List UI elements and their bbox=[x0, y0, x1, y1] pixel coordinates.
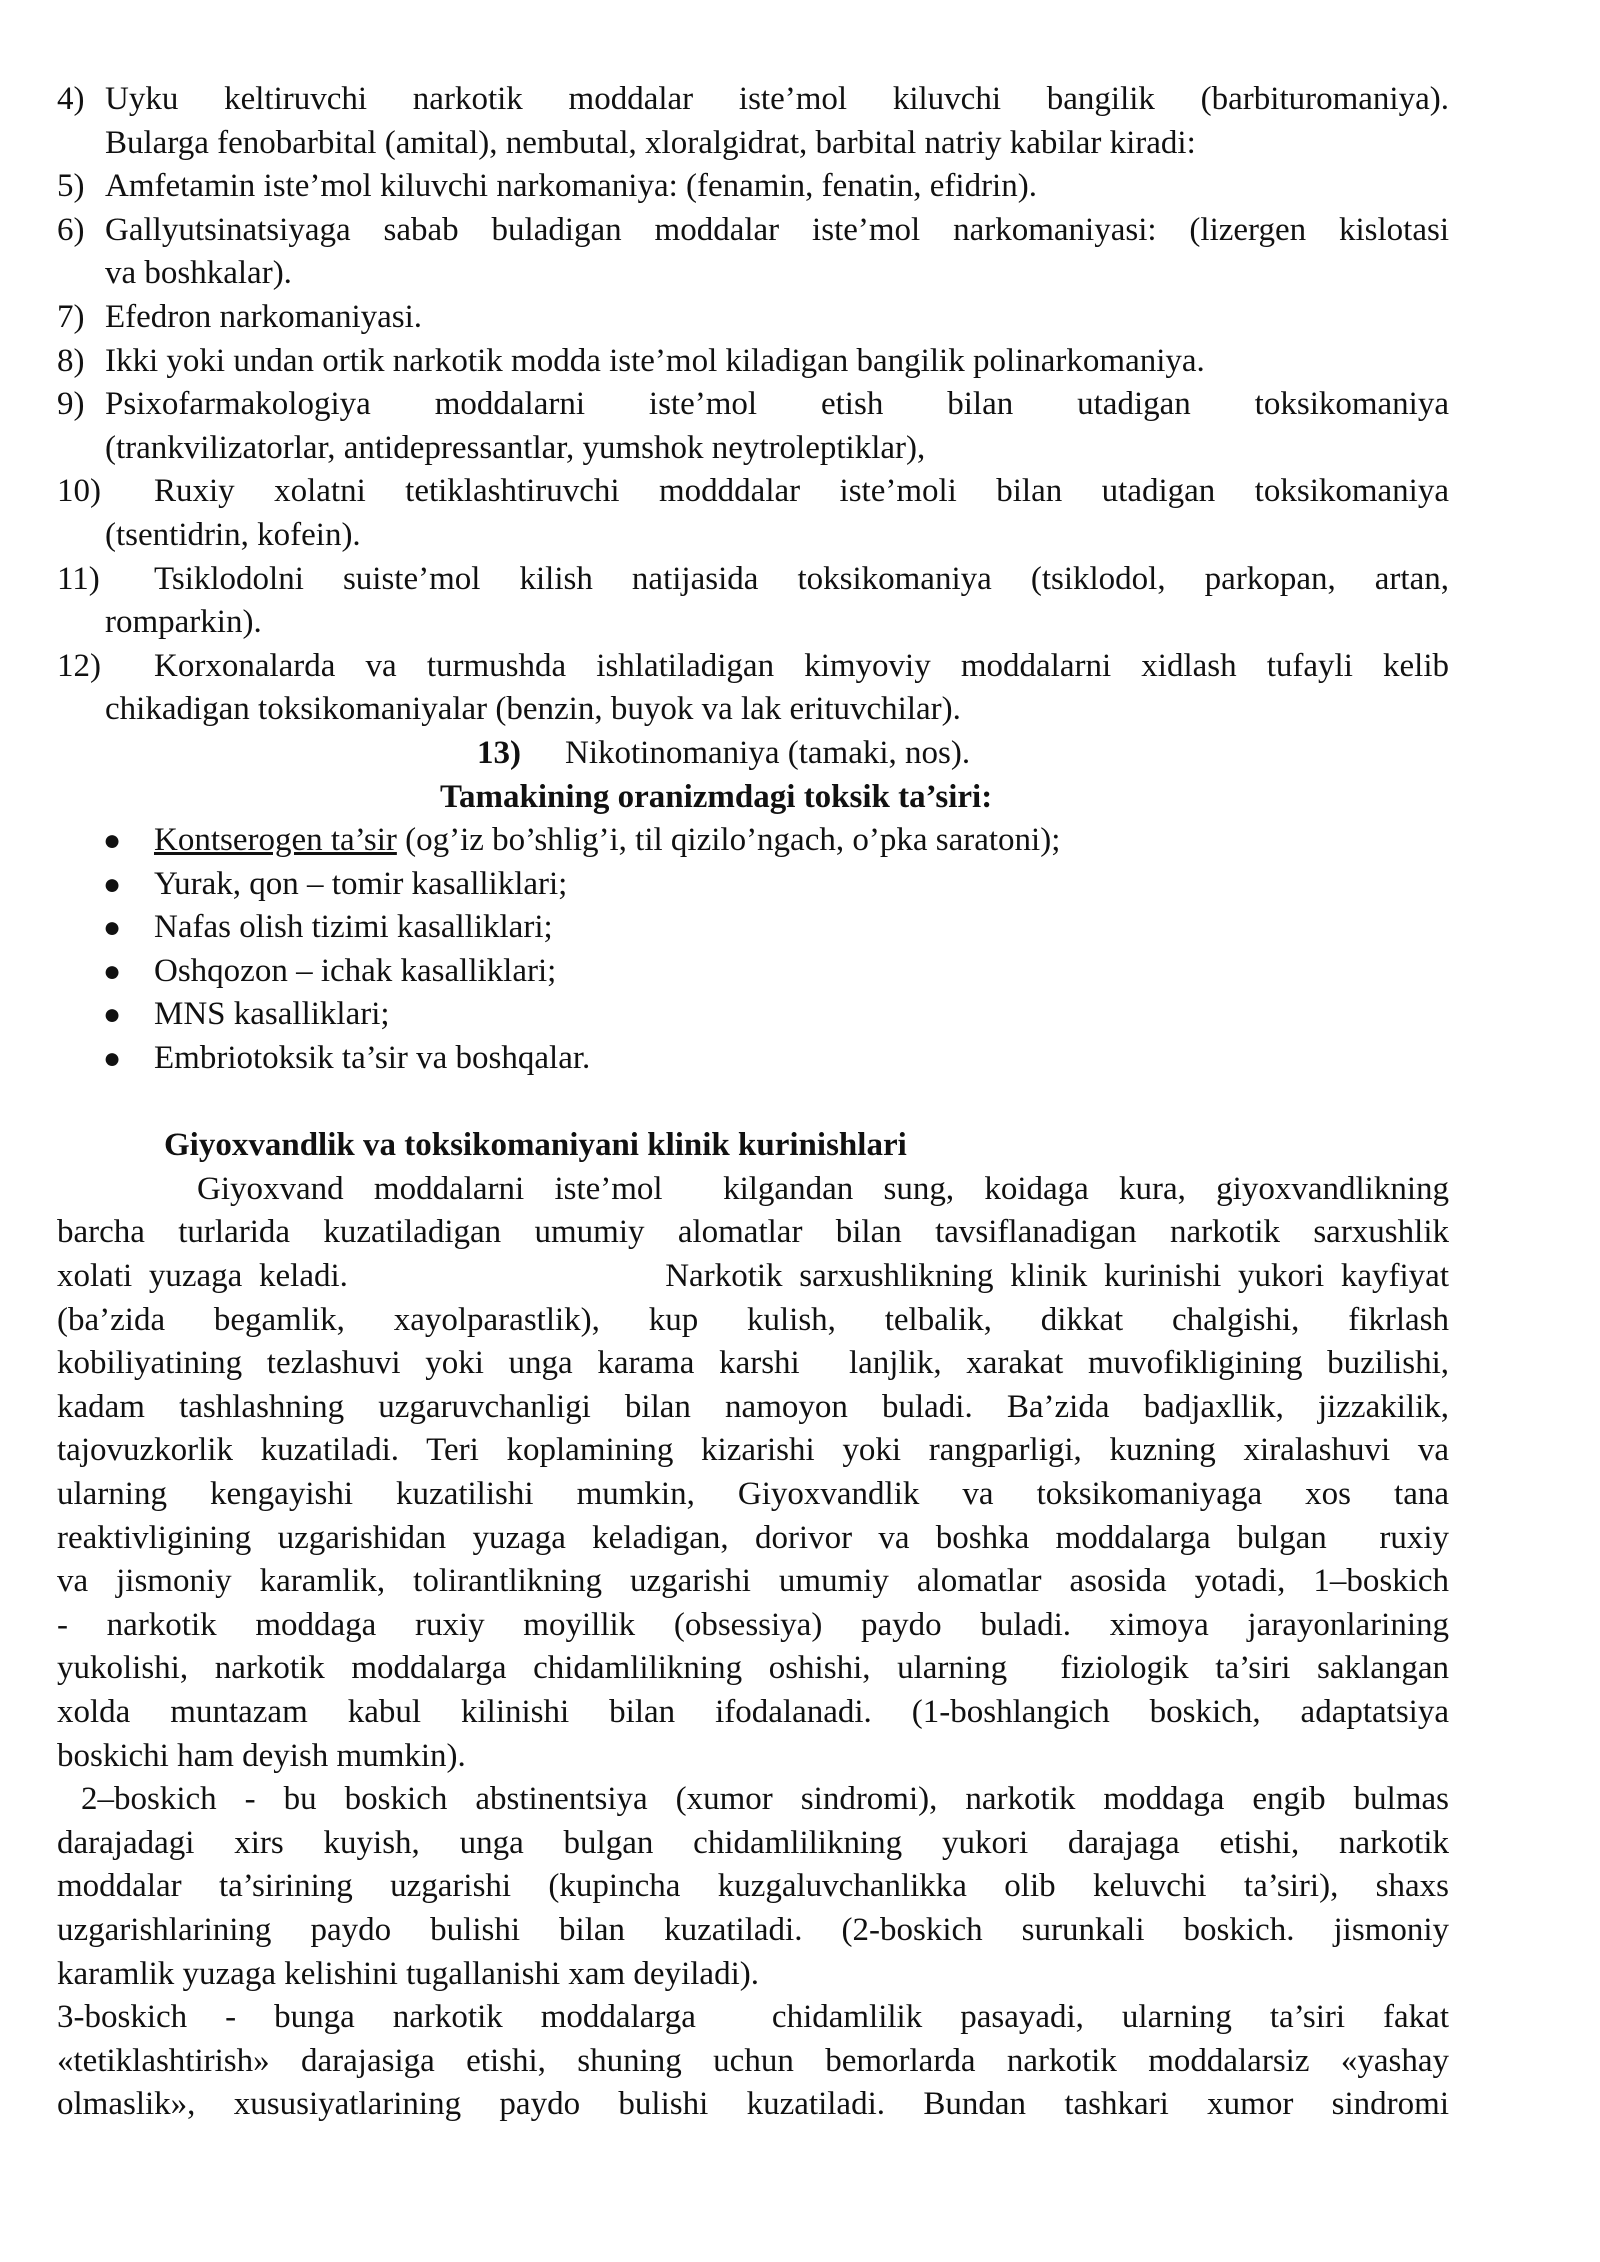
list-item bbox=[57, 78, 1449, 165]
list-item-first-line bbox=[57, 470, 1449, 514]
list-item-first-line bbox=[57, 558, 1449, 602]
list-item-number: 9) bbox=[57, 386, 85, 423]
bullet-icon: ● bbox=[103, 954, 122, 988]
numbered-list bbox=[57, 78, 1449, 732]
list-item-text: Nikotinomaniya (tamaki, nos). bbox=[565, 734, 971, 771]
list-item-text: romparkin). bbox=[105, 604, 262, 641]
list-item-continuation bbox=[57, 688, 1449, 732]
list-item-number: 10) bbox=[57, 473, 101, 510]
paragraph-line: «tetiklashtirish» darajasiga etishi, shuning uchun bemorlarda narkotik moddalarsiz «yashay bbox=[57, 2042, 1449, 2079]
list-item-number: 11) bbox=[57, 560, 100, 597]
list-item-number: 8) bbox=[57, 342, 85, 379]
list-item-first-line bbox=[57, 165, 1449, 209]
paragraph-line: boskichi ham deyish mumkin). bbox=[57, 1737, 466, 1774]
list-item-text: Uyku keltiruvchi narkotik moddalar iste’mol kiluvchi bangilik (barbituromaniya). bbox=[105, 81, 1449, 117]
list-item-13 bbox=[57, 732, 1449, 776]
list-item-text: Ruxiy xolatni tetiklashtiruvchi modddalar iste’moli bilan utadigan toksikomaniya bbox=[154, 473, 1449, 510]
bullet-item bbox=[57, 950, 1449, 994]
bullet-item bbox=[57, 906, 1449, 950]
list-item-first-line bbox=[57, 296, 1449, 340]
list-item bbox=[57, 340, 1449, 384]
list-item-text: Tsiklodolni suiste’mol kilish natijasida toksikomaniya (tsiklodol, parkopan, artan, bbox=[154, 560, 1449, 597]
list-item-text: chikadigan toksikomaniyalar (benzin, buyok va lak erituvchilar). bbox=[105, 691, 961, 728]
paragraph-line: va jismoniy karamlik, tolirantlikning uzgarishi umumiy alomatlar asosida yotadi, 1–boskich bbox=[57, 1563, 1449, 1600]
list-item-text: (tsentidrin, kofein). bbox=[105, 516, 361, 553]
list-item-first-line bbox=[57, 340, 1449, 384]
list-item bbox=[57, 165, 1449, 209]
paragraph-line: reaktivligining uzgarishidan yuzaga keladigan, dorivor va boshka moddalarga bulgan ruxiy bbox=[57, 1519, 1449, 1556]
paragraph-line: uzgarishlarining paydo bulishi bilan kuzatiladi. (2-boskich surunkali boskich. jismoniy bbox=[57, 1911, 1449, 1948]
list-item-number: 7) bbox=[57, 298, 85, 335]
toxic-effects-heading: Tamakining oranizmdagi toksik ta’siri: bbox=[440, 778, 993, 815]
bullet-item bbox=[57, 993, 1449, 1037]
bullet-underlined-text: Kontserogen ta’sir bbox=[154, 822, 397, 859]
list-item-text: Psixofarmakologiya moddalarni iste’mol etish bilan utadigan toksikomaniya bbox=[105, 386, 1449, 423]
paragraph-line: moddalar ta’sirining uzgarishi (kupincha kuzgaluvchanlikka olib keluvchi ta’siri), shaxs bbox=[57, 1868, 1449, 1905]
list-item-continuation bbox=[57, 122, 1449, 166]
list-item-continuation bbox=[57, 252, 1449, 296]
list-item-number: 6) bbox=[57, 211, 85, 248]
bullet-text: Embriotoksik ta’sir va boshqalar. bbox=[154, 1040, 591, 1077]
paragraph-line: kobiliyatining tezlashuvi yoki unga karama karshi lanjlik, xarakat muvofikligining buzilishi, bbox=[57, 1345, 1449, 1382]
bullet-text: Oshqozon – ichak kasalliklari; bbox=[154, 952, 557, 989]
list-item bbox=[57, 558, 1449, 645]
list-item-number: 4) bbox=[57, 81, 85, 117]
list-item-text: Ikki yoki undan ortik narkotik modda iste’mol kiladigan bangilik polinarkomaniya. bbox=[105, 342, 1205, 379]
list-item-text: Amfetamin iste’mol kiluvchi narkomaniya: (fenamin, fenatin, efidrin). bbox=[105, 168, 1037, 205]
bullet-icon: ● bbox=[103, 911, 122, 945]
paragraph-line: tajovuzkorlik kuzatiladi. Teri koplamining kizarishi yoki rangparligi, kuzning xiralashuvi va bbox=[57, 1432, 1449, 1469]
list-item-first-line bbox=[57, 209, 1449, 253]
bullet-text: Yurak, qon – tomir kasalliklari; bbox=[154, 865, 568, 902]
document-page bbox=[57, 78, 1449, 2127]
bullet-list bbox=[57, 819, 1449, 1081]
list-item bbox=[57, 645, 1449, 732]
bullet-icon: ● bbox=[103, 998, 122, 1032]
list-item-first-line bbox=[57, 78, 1449, 122]
paragraph-line: ularning kengayishi kuzatilishi mumkin, Giyoxvandlik va toksikomaniyaga xos tana bbox=[57, 1476, 1449, 1512]
list-item-continuation bbox=[57, 601, 1449, 645]
list-item-text: Efedron narkomaniyasi. bbox=[105, 298, 423, 335]
list-item-text: (trankvilizatorlar, antidepressantlar, yumshok neytroleptiklar), bbox=[105, 429, 926, 466]
paragraph-line: xolati yuzaga keladi. Narkotik sarxushlikning klinik kurinishi yukori kayfiyat bbox=[57, 1258, 1449, 1295]
paragraph-line: xolda muntazam kabul kilinishi bilan ifodalanadi. (1-boshlangich boskich, adaptatsiya bbox=[57, 1693, 1449, 1730]
list-item-text: Gallyutsinatsiyaga sabab buladigan moddalar iste’mol narkomaniyasi: (lizergen kislotasi bbox=[105, 211, 1449, 248]
paragraph-line: (ba’zida begamlik, xayolparastlik), kup kulish, telbalik, dikkat chalgishi, fikrlash bbox=[57, 1301, 1449, 1338]
list-item bbox=[57, 383, 1449, 470]
bullet-text: (og’iz bo’shlig’i, til qizilo’ngach, o’pka saratoni); bbox=[396, 822, 1061, 859]
list-item-continuation bbox=[57, 514, 1449, 558]
list-item bbox=[57, 209, 1449, 296]
paragraph-line: kadam tashlashning uzgaruvchanligi bilan namoyon buladi. Ba’zida badjaxllik, jizzakilik, bbox=[57, 1388, 1449, 1425]
paragraph-line: - narkotik moddaga ruxiy moyillik (obsessiya) paydo buladi. ximoya jarayonlarining bbox=[57, 1606, 1449, 1643]
paragraph-line: Giyoxvand moddalarni iste’mol kilgandan sung, koidaga kura, giyoxvandlikning bbox=[197, 1170, 1449, 1207]
bullet-item bbox=[57, 1037, 1449, 1081]
paragraph-line: olmaslik», xususiyatlarining paydo bulishi kuzatiladi. Bundan tashkari xumor sindromi bbox=[57, 2086, 1449, 2123]
bullet-icon: ● bbox=[103, 867, 122, 901]
bullet-icon: ● bbox=[103, 824, 122, 858]
list-item-first-line bbox=[57, 645, 1449, 689]
list-item bbox=[57, 470, 1449, 557]
list-item-first-line bbox=[57, 383, 1449, 427]
bullet-item bbox=[57, 863, 1449, 907]
bullet-text: Nafas olish tizimi kasalliklari; bbox=[154, 909, 553, 946]
body-text bbox=[57, 1168, 1449, 2127]
paragraph-line: 2–boskich - bu boskich abstinentsiya (xumor sindromi), narkotik moddaga engib bulmas bbox=[81, 1781, 1449, 1818]
list-item-number: 13) bbox=[477, 734, 521, 771]
section-heading: Giyoxvandlik va toksikomaniyani klinik kurinishlari bbox=[164, 1127, 907, 1164]
paragraph-line: darajadagi xirs kuyish, unga bulgan chidamlilikning yukori darajaga etishi, narkotik bbox=[57, 1824, 1449, 1861]
paragraph-line: 3-boskich - bunga narkotik moddalarga chidamlilik pasayadi, ularning ta’siri fakat bbox=[57, 1999, 1449, 2036]
list-item-text: Bularga fenobarbital (amital), nembutal, xloralgidrat, barbital natriy kabilar kiradi: bbox=[105, 124, 1196, 161]
list-item-continuation bbox=[57, 427, 1449, 471]
bullet-icon: ● bbox=[103, 1042, 122, 1076]
list-item bbox=[57, 296, 1449, 340]
list-item-number: 5) bbox=[57, 168, 85, 205]
paragraph-line: yukolishi, narkotik moddalarga chidamlilikning oshishi, ularning fiziologik ta’siri saklangan bbox=[57, 1650, 1449, 1687]
bullet-item bbox=[57, 819, 1449, 863]
list-item-text: Korxonalarda va turmushda ishlatiladigan kimyoviy moddalarni xidlash tufayli kelib bbox=[154, 647, 1449, 684]
paragraph-line: karamlik yuzaga kelishini tugallanishi xam deyiladi). bbox=[57, 1955, 759, 1992]
list-item-text: va boshkalar). bbox=[105, 255, 292, 292]
blank-line bbox=[57, 1081, 1449, 1125]
list-item-number: 12) bbox=[57, 647, 101, 684]
paragraph-line: barcha turlarida kuzatiladigan umumiy alomatlar bilan tavsiflanadigan narkotik sarxushlik bbox=[57, 1214, 1449, 1251]
bullet-text: MNS kasalliklari; bbox=[154, 996, 390, 1033]
